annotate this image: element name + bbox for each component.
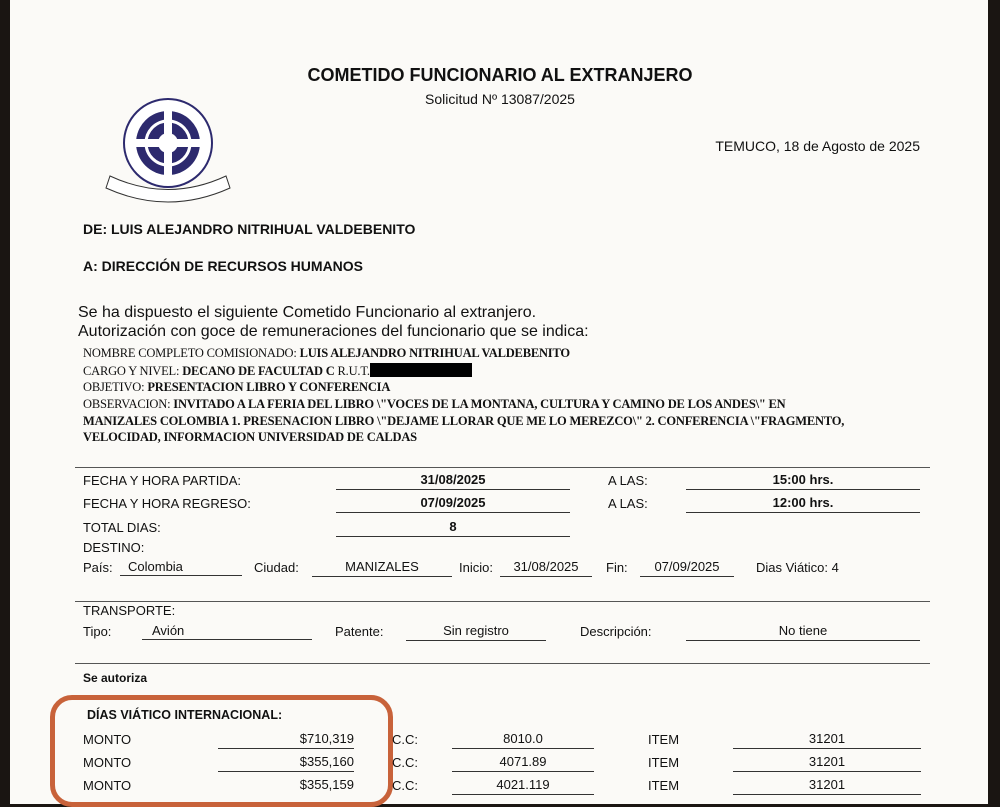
inicio-value: 31/08/2025 xyxy=(500,558,592,577)
obs-line: MANIZALES COLOMBIA 1. PRESENACION LIBRO \"DEJAME LLORAR QUE ME LO MEREZCO\" 2. CONFERENCIA \"FRAGMENTO, xyxy=(83,414,845,428)
university-logo xyxy=(98,98,238,213)
label: ITEM xyxy=(648,732,680,747)
divider xyxy=(75,601,930,602)
partida-time: 15:00 hrs. xyxy=(686,471,920,490)
label: ITEM xyxy=(648,755,680,770)
value: DECANO DE FACULTAD C xyxy=(182,364,335,378)
label: C.C: xyxy=(392,732,418,747)
from-line: DE: LUIS ALEJANDRO NITRIHUAL VALDEBENITO xyxy=(83,221,416,237)
total-days: 8 xyxy=(336,518,570,537)
label: MONTO xyxy=(83,732,132,747)
value: PRESENTACION LIBRO Y CONFERENCIA xyxy=(147,380,391,394)
label: Descripción: xyxy=(580,624,652,639)
cc-value: 8010.0 xyxy=(452,730,594,749)
dias-viatico xyxy=(756,560,839,575)
label: ITEM xyxy=(648,778,680,793)
label: C.C: xyxy=(392,755,418,770)
divider xyxy=(75,663,930,664)
item-value: 31201 xyxy=(733,753,921,772)
label: Fin: xyxy=(606,560,628,575)
cargo-line xyxy=(83,363,472,379)
cc-value: 4071.89 xyxy=(452,753,594,772)
partida-date: 31/08/2025 xyxy=(336,471,570,490)
label: Ciudad: xyxy=(254,560,299,575)
regreso-time: 12:00 hrs. xyxy=(686,494,920,513)
cc-value: 4021.119 xyxy=(452,776,594,795)
monto-value: $710,319 xyxy=(218,730,354,749)
intro-line: Se ha dispuesto el siguiente Cometido Funcionario al extranjero. xyxy=(78,304,537,321)
value: 4 xyxy=(831,560,839,575)
label: Tipo: xyxy=(83,624,112,639)
label: DESTINO: xyxy=(83,540,145,555)
item-value: 31201 xyxy=(733,730,921,749)
descripcion-value: No tiene xyxy=(686,622,920,641)
to-line: A: DIRECCIÓN DE RECURSOS HUMANOS xyxy=(83,258,364,274)
label: País: xyxy=(83,560,113,575)
label: A LAS: xyxy=(608,496,648,511)
value: INVITADO A LA FERIA DEL LIBRO \"VOCES DE LA MONTANA, CULTURA Y CAMINO DE LOS ANDES\" EN xyxy=(173,397,786,411)
item-value: 31201 xyxy=(733,776,921,795)
nombre-line xyxy=(83,346,570,361)
label: OBJETIVO: xyxy=(83,380,145,394)
label: MONTO xyxy=(83,778,132,793)
label: Dias Viático: xyxy=(756,560,829,575)
label: TRANSPORTE: xyxy=(83,603,176,618)
viatico-title: DÍAS VIÁTICO INTERNACIONAL: xyxy=(87,708,283,722)
label: R.U.T. xyxy=(337,364,370,378)
obs-line xyxy=(83,397,786,412)
solicitud-number: Solicitud Nº 13087/2025 xyxy=(425,91,575,107)
label: MONTO xyxy=(83,755,132,770)
label: CARGO Y NIVEL: xyxy=(83,364,180,378)
label: Inicio: xyxy=(459,560,493,575)
fin-value: 07/09/2025 xyxy=(640,558,734,577)
page-title: COMETIDO FUNCIONARIO AL EXTRANJERO xyxy=(307,65,693,85)
redacted-rut xyxy=(370,363,472,377)
label: C.C: xyxy=(392,778,418,793)
monto-value: $355,160 xyxy=(218,753,354,772)
label: FECHA Y HORA PARTIDA: xyxy=(83,473,241,488)
document-page xyxy=(10,0,988,804)
label: NOMBRE COMPLETO COMISIONADO: xyxy=(83,346,297,360)
ciudad-value: MANIZALES xyxy=(312,558,452,577)
label: A LAS: xyxy=(608,473,648,488)
monto-value: $355,159 xyxy=(299,777,354,792)
place-date: TEMUCO, 18 de Agosto de 2025 xyxy=(715,138,920,154)
tipo-value: Avión xyxy=(142,622,312,640)
se-autoriza: Se autoriza xyxy=(83,671,148,685)
regreso-date: 07/09/2025 xyxy=(336,494,570,513)
obs-line: VELOCIDAD, INFORMACION UNIVERSIDAD DE CALDAS xyxy=(83,430,417,444)
patente-value: Sin registro xyxy=(406,622,546,641)
pais-value: Colombia xyxy=(120,558,242,576)
value: LUIS ALEJANDRO NITRIHUAL VALDEBENITO xyxy=(299,346,570,360)
intro-line: Autorización con goce de remuneraciones del funcionario que se indica: xyxy=(78,323,589,340)
divider xyxy=(75,467,930,468)
label: FECHA Y HORA REGRESO: xyxy=(83,496,251,511)
label: Patente: xyxy=(335,624,384,639)
objetivo-line xyxy=(83,380,390,395)
label: OBSERVACION: xyxy=(83,397,171,411)
label: TOTAL DIAS: xyxy=(83,520,161,535)
